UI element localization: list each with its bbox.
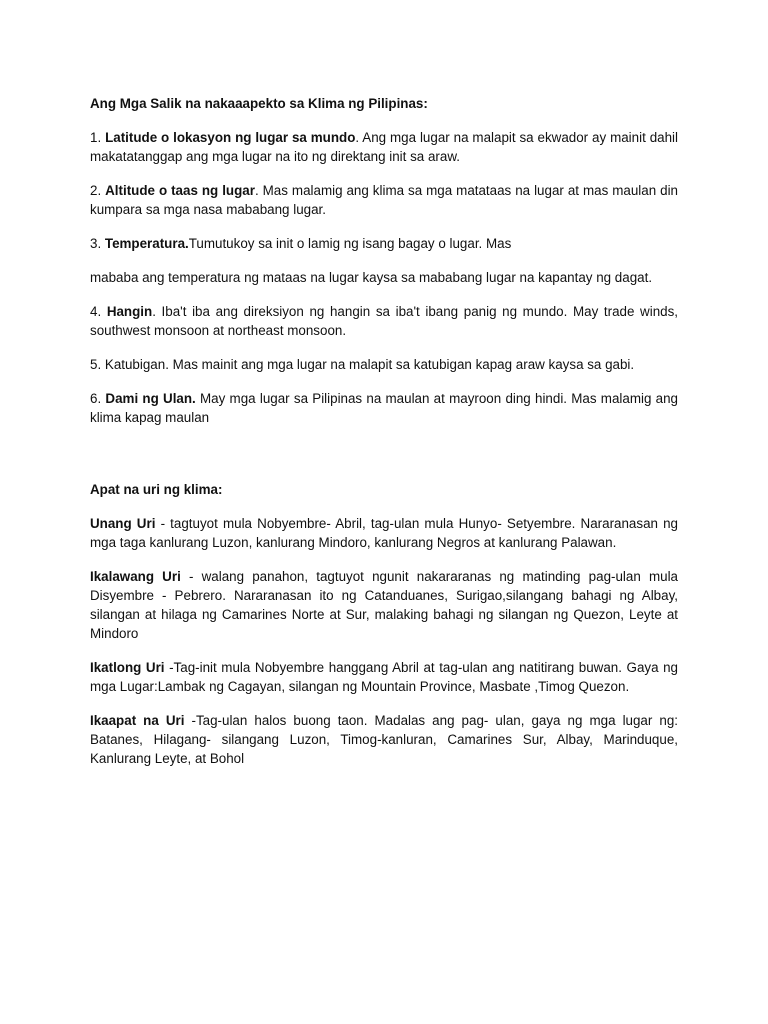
factor-item-katubigan: 5. Katubigan. Mas mainit ang mga lugar na malapit sa katubigan kapag araw kaysa sa gabi.: [90, 357, 635, 372]
type-text: - walang panahon, tagtuyot ngunit nakararanas ng matinding pag-ulan mula Disyembre - Pebrero. Nararanasan ito ng Catanduanes, Surigao,silangang bahagi ng Albay, silangan at hilaga ng Camarines Norte at Sur, malaking bahagi ng silangan ng Quezon, Leyte at Mindoro: [90, 569, 678, 641]
type-text: -Tag-ulan halos buong taon. Madalas ang pag- ulan, gaya ng mga lugar ng: Batanes, Hilagang- silangang Luzon, Timog-kanluran, Camarines Sur, Albay, Marinduque, Kanlurang Leyte, at Bohol: [90, 713, 678, 766]
type-term: Ikatlong Uri: [90, 660, 165, 675]
item-text: May mga lugar sa Pilipinas na maulan at mayroon ding hindi. Mas malamig ang klima kapag maulan: [90, 391, 678, 425]
climate-type-ikaapat-na-uri: [90, 711, 678, 768]
section-spacer: [90, 442, 678, 480]
item-text: Tumutukoy sa init o lamig ng isang bagay o lugar. Mas: [188, 236, 512, 251]
type-text: - tagtuyot mula Nobyembre- Abril, tag-ulan mula Hunyo- Setyembre. Nararanasan ng mga taga kanlurang Luzon, kanlurang Mindoro, kanlurang Negros at kanlurang Palawan.: [90, 516, 679, 550]
type-text: -Tag-init mula Nobyembre hanggang Abril at tag-ulan ang natitirang buwan. Gaya ng mga Lugar:Lambak ng Cagayan, silangan ng Mountain Province, Masbate ,Timog Quezon.: [90, 660, 678, 694]
item-term: Altitude o taas ng lugar: [105, 183, 255, 198]
item-number: 4.: [90, 304, 107, 319]
climate-type-unang-uri: [90, 514, 678, 552]
item-number: 6.: [90, 391, 106, 406]
climate-type-ikalawang-uri: [90, 567, 678, 643]
item-term: Dami ng Ulan.: [105, 391, 196, 406]
item-number: 1.: [90, 130, 106, 145]
item-number: 3.: [90, 236, 105, 251]
item-number: 2.: [90, 183, 106, 198]
item-term: Hangin: [106, 304, 153, 319]
factor-item-altitude: [90, 181, 678, 219]
factor-item-dami-ng-ulan: [90, 389, 678, 427]
item-text: . Ang mga lugar na malapit sa ekwador ay mainit dahil makatatanggap ang mga lugar na ito ng direktang init sa araw.: [90, 130, 678, 164]
item-text: . Iba't iba ang direksiyon ng hangin sa iba't ibang panig ng mundo. May trade winds, southwest monsoon at northeast monsoon.: [90, 304, 679, 338]
climate-types-heading: Apat na uri ng klima:: [90, 482, 223, 497]
item-term: Latitude o lokasyon ng lugar sa mundo: [105, 130, 356, 145]
type-term: Unang Uri: [90, 516, 156, 531]
factor-item-latitude: [90, 128, 678, 166]
item-term: Temperatura.: [104, 236, 189, 251]
type-term: Ikaapat na Uri: [90, 713, 185, 728]
factor-item-hangin: [90, 302, 678, 340]
type-term: Ikalawang Uri: [90, 569, 181, 584]
item-text: . Mas malamig ang klima sa mga matataas na lugar at mas maulan din kumpara sa mga nasa mababang lugar.: [90, 183, 679, 217]
factor-item-temperatura: [90, 234, 678, 253]
climate-type-ikatlong-uri: [90, 658, 678, 696]
factor-item-temperatura-continuation: mababa ang temperatura ng mataas na lugar kaysa sa mababang lugar na kapantay ng dagat.: [90, 270, 653, 285]
factors-heading: Ang Mga Salik na nakaaapekto sa Klima ng Pilipinas:: [90, 96, 428, 111]
document-page: [90, 94, 678, 783]
